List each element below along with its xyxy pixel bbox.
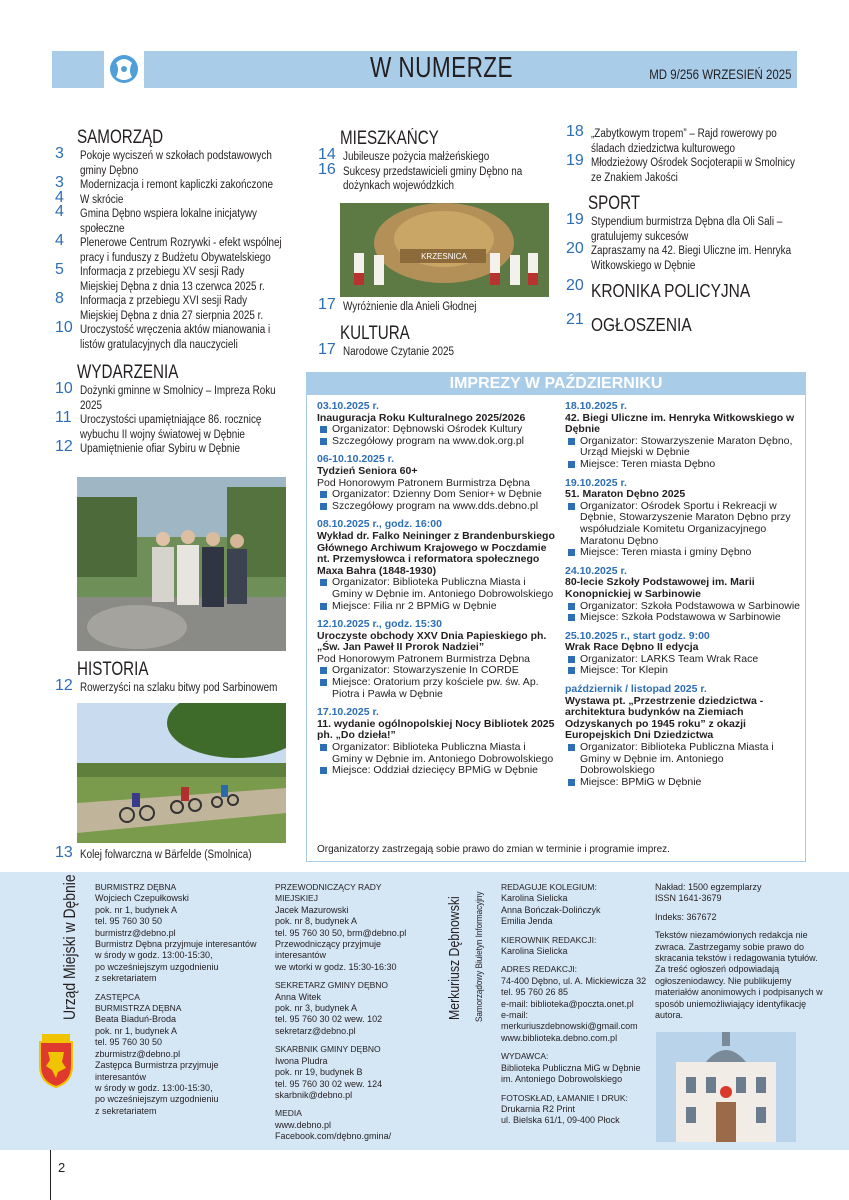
footer-line: ul. Bielska 61/1, 09-400 Płock bbox=[501, 1115, 620, 1126]
footer-line: Facebook.com/dębno.gmina/ bbox=[275, 1131, 392, 1142]
entry-title: Młodzieżowy Ośrodek Socjoterapii w Smolnicy ze Znakiem Jakości bbox=[591, 157, 795, 184]
entry-title: Informacja z przebiegu XV sesji Rady Miejskiej Dębna z dnia 13 czerwca 2025 r. bbox=[80, 266, 265, 293]
page-ref: 16 bbox=[318, 160, 336, 178]
list-item[interactable] bbox=[55, 188, 285, 208]
footer-line: Emilia Jenda bbox=[501, 916, 553, 927]
footer-line: tel. 95 760 30 50 bbox=[95, 916, 163, 927]
footer-line: z sekretariatem bbox=[95, 1105, 157, 1116]
footer-line: e-mail: biblioteka@poczta.onet.pl bbox=[501, 998, 634, 1009]
events-note: Organizatorzy zastrzegają sobie prawo do zmian w terminie i programie imprez. bbox=[317, 844, 670, 855]
footer-line: PRZEWODNICZĄCY RADY MIEJSKIEJ bbox=[275, 882, 382, 904]
footer-line: Anna Bończak-Dolińczyk bbox=[501, 904, 601, 915]
footer-line: po wcześniejszym uzgodnieniu bbox=[95, 961, 219, 972]
footer-line: REDAGUJE KOLEGIUM: bbox=[501, 882, 597, 892]
event-item[interactable] bbox=[565, 566, 801, 624]
footer-line: ADRES REDAKCJI: bbox=[501, 964, 578, 975]
list-item[interactable] bbox=[55, 145, 285, 178]
footer-line: sekretarz@debno.pl bbox=[275, 1025, 356, 1036]
footer-line: zburmistrz@debno.pl bbox=[95, 1048, 181, 1059]
urzad-vertical-label: Urząd Miejski w Dębnie bbox=[60, 874, 79, 1020]
list-item[interactable]: 17 Narodowe Czytanie 2025 bbox=[318, 340, 455, 358]
toc-col-1 bbox=[55, 127, 285, 457]
entry-title: W skrócie bbox=[80, 193, 124, 206]
logo-icon bbox=[104, 51, 144, 88]
events-title: IMPREZY W PAŹDZIERNIKU bbox=[307, 373, 805, 395]
footer-line: w środy w godz. 13:00-15:30, bbox=[95, 950, 213, 961]
list-item[interactable] bbox=[566, 152, 806, 185]
footer-line: pok. nr 3, budynek A bbox=[275, 1003, 358, 1014]
merkuriusz-subtitle: Samorządowy Biuletyn Informacyjny bbox=[474, 891, 484, 1022]
page-title: W NUMERZE bbox=[370, 52, 513, 84]
event-detail: Miejsce: Oratorium przy kościele pw. św. Ap. Piotra i Pawła w Dębnie bbox=[317, 677, 557, 700]
event-detail: Szczegółowy program na www.dok.org.pl bbox=[317, 436, 557, 448]
footer-line: tel. 95 760 30 02 wew. 124 bbox=[275, 1078, 383, 1089]
entry-title: Sukcesy przedstawicieli gminy Dębno na dożynkach wojewódzkich bbox=[343, 165, 523, 192]
list-item[interactable]: 17 Wyróżnienie dla Anieli Głodnej bbox=[318, 296, 477, 313]
entry-title: Zapraszamy na 42. Biegi Uliczne im. Henryka Witkowskiego w Dębnie bbox=[591, 245, 792, 272]
toc-col-3 bbox=[566, 123, 806, 335]
event-detail: Organizator: Dzienny Dom Senior+ w Dębnie bbox=[317, 489, 557, 501]
event-title: Wykład dr. Falko Neininger z Brandenburskiego Głównego Archiwum Krajowego w Poczdamie nt. Przemysłowca i reformatora społecznego Maxa Bahra (1848-1930) bbox=[317, 529, 555, 577]
list-item[interactable] bbox=[566, 211, 806, 244]
entry-title: Plenerowe Centrum Rozrywki - efekt wspólnej pracy i funduszy z Budżetu Obywatelskiego bbox=[80, 237, 282, 264]
event-detail: Miejsce: Teren miasta Dębno bbox=[565, 459, 801, 471]
footer-line: Burmistrz Dębna przyjmuje interesantów bbox=[95, 939, 257, 950]
footer-line: Karolina Sielicka bbox=[501, 946, 568, 957]
event-detail: Organizator: Biblioteka Publiczna Miasta i Gminy w Dębnie im. Antoniego Dobrowolskiego bbox=[317, 577, 557, 600]
section-kultura: KULTURA bbox=[340, 322, 410, 344]
event-detail: Szczegółowy program na www.dds.debno.pl bbox=[317, 501, 557, 513]
event-detail: Miejsce: Oddział dziecięcy BPMiG w Dębnie bbox=[317, 765, 557, 777]
footer-line: Zastępca Burmistrza przyjmuje interesantów bbox=[95, 1060, 219, 1082]
event-date: 19.10.2025 r. bbox=[565, 476, 627, 489]
event-item[interactable] bbox=[565, 631, 801, 677]
page-ref: 19 bbox=[566, 152, 584, 169]
footer-line: Biblioteka Publiczna MiG w Dębnie bbox=[501, 1062, 641, 1073]
building-photo bbox=[656, 1032, 796, 1142]
list-item[interactable] bbox=[55, 409, 285, 442]
entry-title: Rowerzyści na szlaku bitwy pod Sarbinowem bbox=[80, 682, 278, 694]
historia-list bbox=[55, 677, 285, 696]
footer-line: burmistrz@debno.pl bbox=[95, 927, 176, 938]
coat-of-arms-icon bbox=[36, 1032, 76, 1088]
page-ref: 4 bbox=[55, 188, 64, 206]
entry-title: Modernizacja i remont kapliczki zakończone bbox=[80, 179, 273, 191]
event-date: 24.10.2025 r. bbox=[565, 564, 627, 577]
footer-line: BURMISTRZ DĘBNA bbox=[95, 882, 177, 892]
footer-line: Karolina Sielicka bbox=[501, 893, 568, 904]
entry-title: Pokoje wyciszeń w szkołach podstawowych gminy Dębno bbox=[80, 150, 272, 177]
page-ref: 10 bbox=[55, 319, 73, 336]
list-item[interactable] bbox=[318, 160, 550, 194]
list-item[interactable] bbox=[566, 123, 806, 156]
page-ref: 12 bbox=[55, 438, 73, 455]
section-samorzad: SAMORZĄD bbox=[77, 127, 164, 148]
page-ref: 19 bbox=[566, 211, 584, 228]
event-detail: Organizator: LARKS Team Wrak Race bbox=[565, 654, 801, 666]
event-item[interactable] bbox=[565, 478, 801, 559]
kronika-item[interactable]: 20 KRONIKA POLICYJNA bbox=[566, 277, 751, 301]
footer-line: Drukarnia R2 Print bbox=[501, 1103, 576, 1114]
section-sport: SPORT bbox=[588, 193, 641, 214]
footer-col-naklad bbox=[655, 882, 823, 1021]
footer-line: Beata Biaduń-Broda bbox=[95, 1014, 177, 1025]
footer-line: www.debno.pl bbox=[275, 1119, 332, 1130]
event-detail: Organizator: Szkoła Podstawowa w Sarbinowie bbox=[565, 601, 801, 613]
event-date: październik / listopad 2025 r. bbox=[565, 683, 707, 696]
footer-line: ISSN 1641-3679 bbox=[655, 893, 722, 904]
list-item[interactable] bbox=[55, 319, 285, 352]
event-patron: Pod Honorowym Patronem Burmistrza Dębna bbox=[317, 652, 531, 665]
event-patron: Pod Honorowym Patronem Burmistrza Dębna bbox=[317, 476, 531, 489]
event-item[interactable] bbox=[317, 619, 557, 700]
event-detail: Organizator: Stowarzyszenie In CORDE bbox=[317, 665, 557, 677]
page-ref: 14 bbox=[318, 146, 336, 163]
event-detail: Miejsce: Szkoła Podstawowa w Sarbinowie bbox=[565, 612, 801, 624]
entry-title: „Zabytkowym tropem” – Rajd rowerowy po śladach dziedzictwa kulturowego bbox=[591, 128, 777, 155]
entry-title: Informacja z przebiegu XVI sesji Rady Miejskiej Dębna z dnia 27 sierpnia 2025 r. bbox=[80, 295, 264, 322]
event-date: 25.10.2025 r., start godz. 9:00 bbox=[565, 629, 710, 642]
footer-col-rada bbox=[275, 882, 425, 1143]
toc-col-2 bbox=[318, 128, 550, 194]
entry-title: Gmina Dębno wspiera lokalne inicjatywy społeczne bbox=[80, 208, 258, 235]
footer-line: SKARBNIK GMINY DĘBNO bbox=[275, 1044, 381, 1055]
footer-line: pok. nr 19, budynek B bbox=[275, 1067, 363, 1078]
page-divider bbox=[50, 1150, 51, 1200]
footer-line: Nakład: 1500 egzemplarzy bbox=[655, 882, 762, 892]
event-title: Wystawa pt. „Przestrzenie dziedzictwa - architektura budynków na Ziemiach Odzyskanych po 1945 roku” z okazji Europejskich Dni Dziedzictwa bbox=[565, 694, 764, 742]
list-item[interactable] bbox=[55, 261, 285, 294]
event-detail: Organizator: Biblioteka Publiczna Miasta i Gminy w Dębnie im. Antoniego Dobrowolskiego bbox=[317, 742, 557, 765]
event-detail: Miejsce: Filia nr 2 BPMiG w Dębnie bbox=[317, 601, 557, 613]
footer-line: pok. nr 8, budynek A bbox=[275, 916, 358, 927]
entry-title: Upamiętnienie ofiar Sybiru w Dębnie bbox=[80, 443, 240, 455]
list-item[interactable] bbox=[566, 240, 806, 273]
footer-col-burmistrz bbox=[95, 882, 265, 1117]
col3-list bbox=[566, 123, 806, 185]
event-date: 12.10.2025 r., godz. 15:30 bbox=[317, 618, 442, 631]
footer-line: tel. 95 760 30 50, brm@debno.pl bbox=[275, 927, 407, 938]
page-ref: 8 bbox=[55, 290, 64, 307]
list-item[interactable] bbox=[55, 290, 285, 323]
event-title: 51. Maraton Dębno 2025 bbox=[565, 488, 686, 501]
page-ref: 11 bbox=[55, 409, 72, 426]
event-title: Inauguracja Roku Kulturalnego 2025/2026 bbox=[317, 411, 526, 424]
list-item[interactable]: 13 Kolej folwarczna w Bärfelde (Smolnica) bbox=[55, 844, 252, 861]
footer-line: Wojciech Czepułkowski bbox=[95, 893, 189, 904]
entry-title: Dożynki gminne w Smolnicy – Impreza Roku 2025 bbox=[80, 385, 276, 412]
event-item[interactable] bbox=[317, 454, 557, 512]
list-item[interactable] bbox=[55, 677, 285, 696]
footer-line: 74-400 Dębno, ul. A. Mickiewicza 32 bbox=[501, 975, 647, 986]
event-item[interactable] bbox=[317, 519, 557, 612]
footer-line: Tekstów niezamówionych redakcja nie zwraca. Zastrzegamy sobie prawo do skracania tekstów i redagowania tytułów. Za treść ogłoszeń odpowiadają ogłoszeniodawcy. Nie publikujemy materiałów anonimowych i podpisanych w sposób uniemożliwiający identyfikację autora. bbox=[655, 930, 823, 1021]
photo-sign-text: KRZESNICA bbox=[421, 252, 467, 261]
footer-line: po wcześniejszym uzgodnieniu bbox=[95, 1094, 219, 1105]
event-date: 18.10.2025 r. bbox=[565, 400, 627, 412]
page-ref: 3 bbox=[55, 174, 64, 191]
event-title: 42. Biegi Uliczne im. Henryka Witkowskiego w Dębnie bbox=[565, 411, 795, 436]
event-title: Wrak Race Dębno II edycja bbox=[565, 641, 699, 654]
event-item[interactable] bbox=[317, 707, 557, 777]
page-ref: 3 bbox=[55, 145, 64, 162]
page-ref: 4 bbox=[55, 232, 64, 249]
toc-col-2b bbox=[318, 296, 550, 359]
toc-col-1c bbox=[55, 844, 285, 863]
footer-line: FOTOSKŁAD, ŁAMANIE I DRUK: bbox=[501, 1092, 628, 1103]
event-date: 06-10.10.2025 r. bbox=[317, 453, 395, 466]
event-title: 80-lecie Szkoły Podstawowej im. Marii Konopnickiej w Sarbinowie bbox=[565, 576, 755, 600]
list-item[interactable] bbox=[55, 438, 285, 457]
footer-line: im. Antoniego Dobrowolskiego bbox=[501, 1074, 623, 1085]
list-item[interactable] bbox=[55, 203, 285, 236]
footer-line: Indeks: 367672 bbox=[655, 911, 717, 922]
page-ref: 4 bbox=[55, 203, 64, 220]
event-detail: Organizator: Biblioteka Publiczna Miasta i Gminy w Dębnie im. Antoniego Dobrowolskiego bbox=[565, 742, 801, 777]
event-date: 03.10.2025 r. bbox=[317, 400, 379, 412]
footer-line: ZASTĘPCA bbox=[95, 991, 140, 1002]
wydarzenia-list bbox=[55, 380, 285, 457]
event-item[interactable] bbox=[565, 401, 801, 471]
photo-cyclists bbox=[77, 703, 286, 843]
footer-line: e-mail: merkuriuszdebnowski@gmail.com bbox=[501, 1010, 638, 1032]
footer-line: WYDAWCA: bbox=[501, 1051, 549, 1062]
footer-line: Anna Witek bbox=[275, 991, 322, 1002]
list-item[interactable] bbox=[55, 380, 285, 413]
footer-line: we wtorki w godz. 15:30-16:30 bbox=[275, 961, 397, 972]
samorzad-list bbox=[55, 145, 285, 352]
footer-line: Iwona Pludra bbox=[275, 1055, 328, 1066]
page-number: 2 bbox=[58, 1160, 66, 1175]
section-wydarzenia: WYDARZENIA bbox=[77, 362, 179, 383]
event-detail: Organizator: Stowarzyszenie Maraton Dębno, Urząd Miejski w Dębnie bbox=[565, 436, 801, 459]
event-title: Uroczyste obchody XXV Dnia Papieskiego ph. „Św. Jan Paweł II Prorok Nadziei” bbox=[317, 629, 547, 654]
footer-line: SEKRETARZ GMINY DĘBNO bbox=[275, 980, 389, 991]
event-detail: Organizator: Ośrodek Sportu i Rekreacji w Dębnie, Stowarzyszenie Maraton Dębno przy współudziale Komitetu Organizacyjnego Maratonu Dębno bbox=[565, 501, 801, 547]
entry-title: Stypendium burmistrza Dębna dla Oli Sali – gratulujemy sukcesów bbox=[591, 216, 783, 243]
page-ref: 18 bbox=[566, 123, 584, 140]
footer-line: z sekretariatem bbox=[95, 973, 157, 984]
event-detail: Organizator: Dębnowski Ośrodek Kultury bbox=[317, 424, 557, 436]
page-ref: 20 bbox=[566, 240, 584, 257]
ogloszenia-item[interactable]: 21 OGŁOSZENIA bbox=[566, 311, 692, 335]
event-item[interactable] bbox=[565, 684, 801, 788]
footer bbox=[0, 872, 849, 1150]
section-historia: HISTORIA bbox=[77, 659, 149, 680]
events-box bbox=[306, 372, 806, 862]
photo-harvest-festival bbox=[340, 203, 549, 297]
event-item[interactable] bbox=[317, 401, 557, 447]
footer-col-redakcja bbox=[501, 882, 651, 1127]
footer-line: www.biblioteka.debno.com.pl bbox=[501, 1032, 618, 1043]
list-item[interactable] bbox=[55, 232, 285, 265]
event-date: 08.10.2025 r., godz. 16:00 bbox=[317, 518, 442, 531]
entry-title: Jubileusze pożycia małżeńskiego bbox=[343, 151, 490, 163]
event-detail: Miejsce: BPMiG w Dębnie bbox=[565, 777, 801, 789]
footer-line: Przewodniczący przyjmuje interesantów bbox=[275, 939, 382, 961]
merkuriusz-vertical-label: Merkuriusz Dębnowski bbox=[446, 896, 463, 1020]
footer-line: KIEROWNIK REDAKCJI: bbox=[501, 934, 597, 945]
footer-line: tel. 95 760 26 85 bbox=[501, 987, 569, 998]
section-mieszkancy: MIESZKAŃCY bbox=[340, 128, 439, 149]
list-item[interactable] bbox=[55, 174, 285, 193]
event-title: 11. wydanie ogólnopolskiej Nocy Bibliotek 2025 ph. „Do dzieła!” bbox=[317, 717, 555, 742]
event-detail: Miejsce: Teren miasta i gminy Dębno bbox=[565, 547, 801, 559]
footer-line: MEDIA bbox=[275, 1108, 302, 1119]
photo-ceremony bbox=[77, 477, 286, 651]
sport-list bbox=[566, 211, 806, 273]
event-title: Tydzień Seniora 60+ bbox=[317, 464, 418, 477]
footer-line: pok. nr 1, budynek A bbox=[95, 904, 178, 915]
entry-title: Uroczystości upamiętniające 86. rocznicę wybuchu II wojny światowej w Dębnie bbox=[80, 414, 262, 441]
entry-title: Uroczystość wręczenia aktów mianowania i listów gratulacyjnych dla nauczycieli bbox=[80, 324, 271, 351]
issue-label: MD 9/256 WRZESIEŃ 2025 bbox=[649, 66, 792, 82]
events-left bbox=[317, 401, 557, 784]
list-item[interactable] bbox=[318, 146, 550, 165]
footer-line: Jacek Mazurowski bbox=[275, 904, 349, 915]
page-ref: 5 bbox=[55, 261, 64, 278]
mieszkancy-list bbox=[318, 146, 550, 194]
footer-line: w środy w godz. 13:00-15:30, bbox=[95, 1082, 213, 1093]
events-right bbox=[565, 401, 801, 795]
footer-line: skarbnik@debno.pl bbox=[275, 1089, 353, 1100]
page-ref: 12 bbox=[55, 677, 73, 694]
page-ref: 10 bbox=[55, 380, 73, 397]
event-date: 17.10.2025 r. bbox=[317, 706, 379, 719]
footer-line: tel. 95 760 30 02 wew. 102 bbox=[275, 1014, 383, 1025]
footer-line: BURMISTRZA DĘBNA bbox=[95, 1003, 182, 1014]
footer-line: pok. nr 1, budynek A bbox=[95, 1025, 178, 1036]
event-detail: Miejsce: Tor Klepin bbox=[565, 665, 801, 677]
footer-line: tel. 95 760 30 50 bbox=[95, 1037, 163, 1048]
toc-col-1b bbox=[55, 659, 285, 696]
